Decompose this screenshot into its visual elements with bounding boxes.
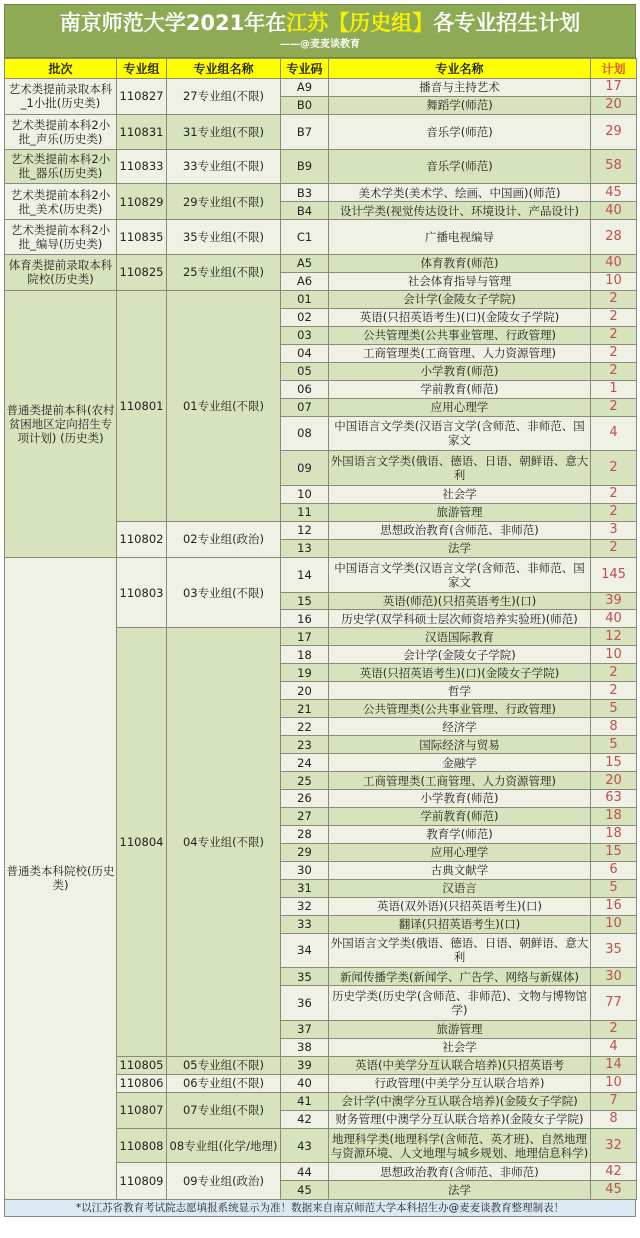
plan-cell: 28 bbox=[591, 220, 637, 255]
major-code-cell: 09 bbox=[281, 451, 329, 486]
group-code-cell: 110833 bbox=[117, 149, 167, 184]
plan-cell: 10 bbox=[591, 272, 637, 290]
plan-cell: 10 bbox=[591, 915, 637, 933]
major-name-cell: 英语(中美学分互认联合培养)(只招英语考 bbox=[329, 1056, 591, 1074]
major-code-cell: 32 bbox=[281, 897, 329, 915]
major-name-cell: 应用心理学 bbox=[329, 843, 591, 861]
batch-cell: 体育类提前录取本科院校(历史类) bbox=[5, 254, 117, 290]
plan-cell: 12 bbox=[591, 628, 637, 646]
major-name-cell: 古典文献学 bbox=[329, 861, 591, 879]
major-code-cell: 07 bbox=[281, 398, 329, 416]
group-name-cell: 08专业组(化学/地理) bbox=[167, 1128, 281, 1163]
major-code-cell: 03 bbox=[281, 326, 329, 344]
group-name-cell: 31专业组(不限) bbox=[167, 114, 281, 149]
major-name-cell: 教育学(师范) bbox=[329, 825, 591, 843]
major-name-cell: 舞蹈学(师范) bbox=[329, 96, 591, 114]
table-header-row bbox=[5, 59, 637, 79]
plan-cell: 2 bbox=[591, 682, 637, 700]
plan-cell: 32 bbox=[591, 1128, 637, 1163]
plan-cell: 2 bbox=[591, 290, 637, 308]
major-code-cell: 26 bbox=[281, 790, 329, 808]
plan-cell: 45 bbox=[591, 1181, 637, 1200]
group-name-cell: 05专业组(不限) bbox=[167, 1056, 281, 1074]
table-row bbox=[5, 79, 637, 97]
major-name-cell: 社会学 bbox=[329, 1038, 591, 1056]
table-row bbox=[5, 149, 637, 184]
group-code-cell: 110808 bbox=[117, 1128, 167, 1163]
plan-cell: 58 bbox=[591, 149, 637, 184]
group-code-cell: 110831 bbox=[117, 114, 167, 149]
major-name-cell: 社会体育指导与管理 bbox=[329, 272, 591, 290]
major-name-cell: 汉语国际教育 bbox=[329, 628, 591, 646]
major-name-cell: 会计学(中澳学分互认联合培养)(金陵女子学院) bbox=[329, 1092, 591, 1110]
plan-cell: 2 bbox=[591, 451, 637, 486]
major-name-cell: 英语(只招英语考生)(口)(金陵女子学院) bbox=[329, 308, 591, 326]
plan-cell: 40 bbox=[591, 202, 637, 220]
major-code-cell: 37 bbox=[281, 1021, 329, 1039]
major-code-cell: 27 bbox=[281, 807, 329, 825]
plan-cell: 15 bbox=[591, 843, 637, 861]
group-code-cell: 110802 bbox=[117, 521, 167, 557]
table-body bbox=[5, 79, 637, 1200]
plan-cell: 145 bbox=[591, 557, 637, 592]
group-code-cell: 110804 bbox=[117, 628, 167, 1057]
major-name-cell: 经济学 bbox=[329, 718, 591, 736]
major-code-cell: 44 bbox=[281, 1163, 329, 1181]
major-code-cell: 39 bbox=[281, 1056, 329, 1074]
enrollment-plan-document bbox=[4, 4, 636, 1217]
major-code-cell: 41 bbox=[281, 1092, 329, 1110]
major-code-cell: A9 bbox=[281, 79, 329, 97]
major-code-cell: 06 bbox=[281, 380, 329, 398]
major-name-cell: 哲学 bbox=[329, 682, 591, 700]
batch-cell: 艺术类提前本科2小批_美术(历史类) bbox=[5, 184, 117, 220]
plan-cell: 17 bbox=[591, 79, 637, 97]
batch-cell: 普通类本科院校(历史类) bbox=[5, 557, 117, 1199]
major-name-cell: 音乐学(师范) bbox=[329, 114, 591, 149]
major-name-cell: 英语(师范)(只招英语考生)(口) bbox=[329, 592, 591, 610]
major-code-cell: 20 bbox=[281, 682, 329, 700]
plan-cell: 8 bbox=[591, 1110, 637, 1128]
major-name-cell: 工商管理类(工商管理、人力资源管理) bbox=[329, 772, 591, 790]
plan-cell: 20 bbox=[591, 96, 637, 114]
group-name-cell: 35专业组(不限) bbox=[167, 220, 281, 255]
major-code-cell: 28 bbox=[281, 825, 329, 843]
major-code-cell: 24 bbox=[281, 754, 329, 772]
header-major-name: 专业名称 bbox=[329, 59, 591, 79]
major-code-cell: B0 bbox=[281, 96, 329, 114]
major-name-cell: 音乐学(师范) bbox=[329, 149, 591, 184]
plan-cell: 4 bbox=[591, 1038, 637, 1056]
major-name-cell: 行政管理(中美学分互认联合培养) bbox=[329, 1074, 591, 1092]
major-code-cell: 22 bbox=[281, 718, 329, 736]
group-code-cell: 110803 bbox=[117, 557, 167, 628]
major-code-cell: A6 bbox=[281, 272, 329, 290]
major-code-cell: A5 bbox=[281, 254, 329, 272]
plan-cell: 2 bbox=[591, 326, 637, 344]
group-name-cell: 04专业组(不限) bbox=[167, 628, 281, 1057]
major-code-cell: 21 bbox=[281, 700, 329, 718]
major-code-cell: 05 bbox=[281, 362, 329, 380]
title-suffix: 各专业招生计划 bbox=[433, 11, 581, 35]
plan-cell: 2 bbox=[591, 503, 637, 521]
plan-cell: 63 bbox=[591, 790, 637, 808]
major-name-cell: 设计学类(视觉传达设计、环境设计、产品设计) bbox=[329, 202, 591, 220]
batch-cell: 艺术类提前本科2小批_声乐(历史类) bbox=[5, 114, 117, 149]
batch-cell: 艺术类提前本科2小批_器乐(历史类) bbox=[5, 149, 117, 184]
major-code-cell: 31 bbox=[281, 879, 329, 897]
plan-cell: 5 bbox=[591, 879, 637, 897]
batch-cell: 艺术类提前录取本科_1小批(历史类) bbox=[5, 79, 117, 115]
plan-cell: 4 bbox=[591, 416, 637, 451]
major-name-cell: 应用心理学 bbox=[329, 398, 591, 416]
major-code-cell: 17 bbox=[281, 628, 329, 646]
title-banner bbox=[4, 4, 636, 58]
group-name-cell: 33专业组(不限) bbox=[167, 149, 281, 184]
major-name-cell: 国际经济与贸易 bbox=[329, 736, 591, 754]
group-name-cell: 06专业组(不限) bbox=[167, 1074, 281, 1092]
footer-note: *以江苏省教育考试院志愿填报系统显示为准！数据来自南京师范大学本科招生办@麦麦谈教育整理制表！ bbox=[4, 1200, 636, 1217]
major-name-cell: 学前教育(师范) bbox=[329, 380, 591, 398]
plan-cell: 42 bbox=[591, 1163, 637, 1181]
major-code-cell: 18 bbox=[281, 646, 329, 664]
major-code-cell: 45 bbox=[281, 1181, 329, 1200]
header-plan: 计划 bbox=[591, 59, 637, 79]
major-name-cell: 法学 bbox=[329, 539, 591, 557]
plan-cell: 2 bbox=[591, 362, 637, 380]
group-name-cell: 09专业组(政治) bbox=[167, 1163, 281, 1200]
major-name-cell: 体育教育(师范) bbox=[329, 254, 591, 272]
major-code-cell: 08 bbox=[281, 416, 329, 451]
title-prefix: 南京师范大学2021年在 bbox=[59, 11, 287, 35]
plan-cell: 10 bbox=[591, 1074, 637, 1092]
plan-cell: 40 bbox=[591, 610, 637, 628]
plan-cell: 2 bbox=[591, 308, 637, 326]
plan-cell: 20 bbox=[591, 772, 637, 790]
major-code-cell: 13 bbox=[281, 539, 329, 557]
table-row bbox=[5, 290, 637, 308]
plan-cell: 1 bbox=[591, 380, 637, 398]
major-code-cell: B7 bbox=[281, 114, 329, 149]
major-code-cell: 16 bbox=[281, 610, 329, 628]
plan-cell: 18 bbox=[591, 807, 637, 825]
major-name-cell: 学前教育(师范) bbox=[329, 807, 591, 825]
major-code-cell: C1 bbox=[281, 220, 329, 255]
major-name-cell: 地理科学类(地理科学(含师范、英才班)、自然地理与资源环境、人文地理与城乡规划、地理信息科学) bbox=[329, 1128, 591, 1163]
major-code-cell: 15 bbox=[281, 592, 329, 610]
group-name-cell: 02专业组(政治) bbox=[167, 521, 281, 557]
plan-cell: 16 bbox=[591, 897, 637, 915]
group-code-cell: 110835 bbox=[117, 220, 167, 255]
plan-cell: 40 bbox=[591, 254, 637, 272]
major-name-cell: 美术学类(美术学、绘画、中国画)(师范) bbox=[329, 184, 591, 202]
plan-cell: 45 bbox=[591, 184, 637, 202]
major-code-cell: 11 bbox=[281, 503, 329, 521]
major-name-cell: 历史学类(历史学(含师范、非师范)、文物与博物馆学) bbox=[329, 986, 591, 1021]
plan-cell: 39 bbox=[591, 592, 637, 610]
major-name-cell: 广播电视编导 bbox=[329, 220, 591, 255]
major-name-cell: 会计学(金陵女子学院) bbox=[329, 646, 591, 664]
major-name-cell: 新闻传播学类(新闻学、广告学、网络与新媒体) bbox=[329, 968, 591, 986]
major-name-cell: 社会学 bbox=[329, 485, 591, 503]
plan-table bbox=[4, 58, 637, 1200]
major-name-cell: 思想政治教育(含师范、非师范) bbox=[329, 1163, 591, 1181]
major-name-cell: 工商管理类(工商管理、人力资源管理) bbox=[329, 344, 591, 362]
plan-cell: 7 bbox=[591, 1092, 637, 1110]
group-name-cell: 29专业组(不限) bbox=[167, 184, 281, 220]
major-code-cell: 12 bbox=[281, 521, 329, 539]
major-name-cell: 思想政治教育(含师范、非师范) bbox=[329, 521, 591, 539]
group-name-cell: 27专业组(不限) bbox=[167, 79, 281, 115]
major-name-cell: 公共管理类(公共事业管理、行政管理) bbox=[329, 326, 591, 344]
plan-cell: 6 bbox=[591, 861, 637, 879]
group-code-cell: 110829 bbox=[117, 184, 167, 220]
table-row bbox=[5, 254, 637, 272]
major-name-cell: 英语(双外语)(只招英语考生)(口) bbox=[329, 897, 591, 915]
group-name-cell: 07专业组(不限) bbox=[167, 1092, 281, 1128]
major-code-cell: 14 bbox=[281, 557, 329, 592]
plan-cell: 15 bbox=[591, 754, 637, 772]
major-code-cell: 02 bbox=[281, 308, 329, 326]
plan-cell: 2 bbox=[591, 539, 637, 557]
major-code-cell: B3 bbox=[281, 184, 329, 202]
major-code-cell: B4 bbox=[281, 202, 329, 220]
subtitle: ——@麦麦谈教育 bbox=[280, 39, 360, 50]
major-name-cell: 旅游管理 bbox=[329, 1021, 591, 1039]
group-code-cell: 110805 bbox=[117, 1056, 167, 1074]
major-name-cell: 中国语言文学类(汉语言文学(含师范、非师范、国家文 bbox=[329, 416, 591, 451]
major-name-cell: 汉语言 bbox=[329, 879, 591, 897]
plan-cell: 2 bbox=[591, 398, 637, 416]
major-name-cell: 翻译(只招英语考生)(口) bbox=[329, 915, 591, 933]
title-group: 【历史组】 bbox=[328, 11, 434, 35]
plan-cell: 2 bbox=[591, 344, 637, 362]
major-name-cell: 中国语言文学类(汉语言文学(含师范、非师范、国家文 bbox=[329, 557, 591, 592]
major-name-cell: 外国语言文学类(俄语、德语、日语、朝鲜语、意大利 bbox=[329, 451, 591, 486]
plan-cell: 3 bbox=[591, 521, 637, 539]
plan-cell: 14 bbox=[591, 1056, 637, 1074]
plan-cell: 29 bbox=[591, 114, 637, 149]
group-code-cell: 110801 bbox=[117, 290, 167, 521]
group-code-cell: 110809 bbox=[117, 1163, 167, 1200]
major-code-cell: 34 bbox=[281, 933, 329, 968]
major-name-cell: 小学教育(师范) bbox=[329, 362, 591, 380]
title-province: 江苏 bbox=[286, 11, 329, 35]
group-code-cell: 110827 bbox=[117, 79, 167, 115]
plan-cell: 2 bbox=[591, 664, 637, 682]
group-code-cell: 110825 bbox=[117, 254, 167, 290]
table-row bbox=[5, 220, 637, 255]
major-name-cell: 小学教育(师范) bbox=[329, 790, 591, 808]
header-major-code: 专业码 bbox=[281, 59, 329, 79]
plan-cell: 77 bbox=[591, 986, 637, 1021]
group-name-cell: 01专业组(不限) bbox=[167, 290, 281, 521]
batch-cell: 艺术类提前本科2小批_编导(历史类) bbox=[5, 220, 117, 255]
plan-cell: 2 bbox=[591, 485, 637, 503]
major-code-cell: 29 bbox=[281, 843, 329, 861]
major-code-cell: 38 bbox=[281, 1038, 329, 1056]
major-code-cell: 35 bbox=[281, 968, 329, 986]
plan-cell: 2 bbox=[591, 1021, 637, 1039]
major-name-cell: 播音与主持艺术 bbox=[329, 79, 591, 97]
major-code-cell: 30 bbox=[281, 861, 329, 879]
major-code-cell: 19 bbox=[281, 664, 329, 682]
page-title bbox=[5, 5, 635, 38]
major-name-cell: 会计学(金陵女子学院) bbox=[329, 290, 591, 308]
major-code-cell: 36 bbox=[281, 986, 329, 1021]
major-code-cell: 04 bbox=[281, 344, 329, 362]
major-code-cell: 01 bbox=[281, 290, 329, 308]
plan-cell: 18 bbox=[591, 825, 637, 843]
group-code-cell: 110807 bbox=[117, 1092, 167, 1128]
table-row bbox=[5, 557, 637, 592]
major-name-cell: 英语(只招英语考生)(口)(金陵女子学院) bbox=[329, 664, 591, 682]
batch-cell: 普通类提前本科(农村贫困地区定向招生专项计划) (历史类) bbox=[5, 290, 117, 557]
plan-cell: 30 bbox=[591, 968, 637, 986]
major-code-cell: B9 bbox=[281, 149, 329, 184]
major-code-cell: 23 bbox=[281, 736, 329, 754]
major-name-cell: 旅游管理 bbox=[329, 503, 591, 521]
plan-cell: 10 bbox=[591, 646, 637, 664]
major-name-cell: 财务管理(中澳学分互认联合培养)(金陵女子学院) bbox=[329, 1110, 591, 1128]
major-code-cell: 33 bbox=[281, 915, 329, 933]
major-name-cell: 金融学 bbox=[329, 754, 591, 772]
group-name-cell: 25专业组(不限) bbox=[167, 254, 281, 290]
plan-cell: 5 bbox=[591, 700, 637, 718]
major-code-cell: 42 bbox=[281, 1110, 329, 1128]
major-code-cell: 25 bbox=[281, 772, 329, 790]
header-group-code: 专业组 bbox=[117, 59, 167, 79]
major-name-cell: 公共管理类(公共事业管理、行政管理) bbox=[329, 700, 591, 718]
header-batch: 批次 bbox=[5, 59, 117, 79]
major-name-cell: 法学 bbox=[329, 1181, 591, 1200]
major-code-cell: 10 bbox=[281, 485, 329, 503]
major-name-cell: 历史学(双学科硕士层次师资培养实验班)(师范) bbox=[329, 610, 591, 628]
table-row bbox=[5, 184, 637, 202]
table-row bbox=[5, 114, 637, 149]
plan-cell: 5 bbox=[591, 736, 637, 754]
header-group-name: 专业组名称 bbox=[167, 59, 281, 79]
major-code-cell: 43 bbox=[281, 1128, 329, 1163]
plan-cell: 8 bbox=[591, 718, 637, 736]
major-name-cell: 外国语言文学类(俄语、德语、日语、朝鲜语、意大利 bbox=[329, 933, 591, 968]
plan-cell: 35 bbox=[591, 933, 637, 968]
major-code-cell: 40 bbox=[281, 1074, 329, 1092]
group-code-cell: 110806 bbox=[117, 1074, 167, 1092]
group-name-cell: 03专业组(不限) bbox=[167, 557, 281, 628]
